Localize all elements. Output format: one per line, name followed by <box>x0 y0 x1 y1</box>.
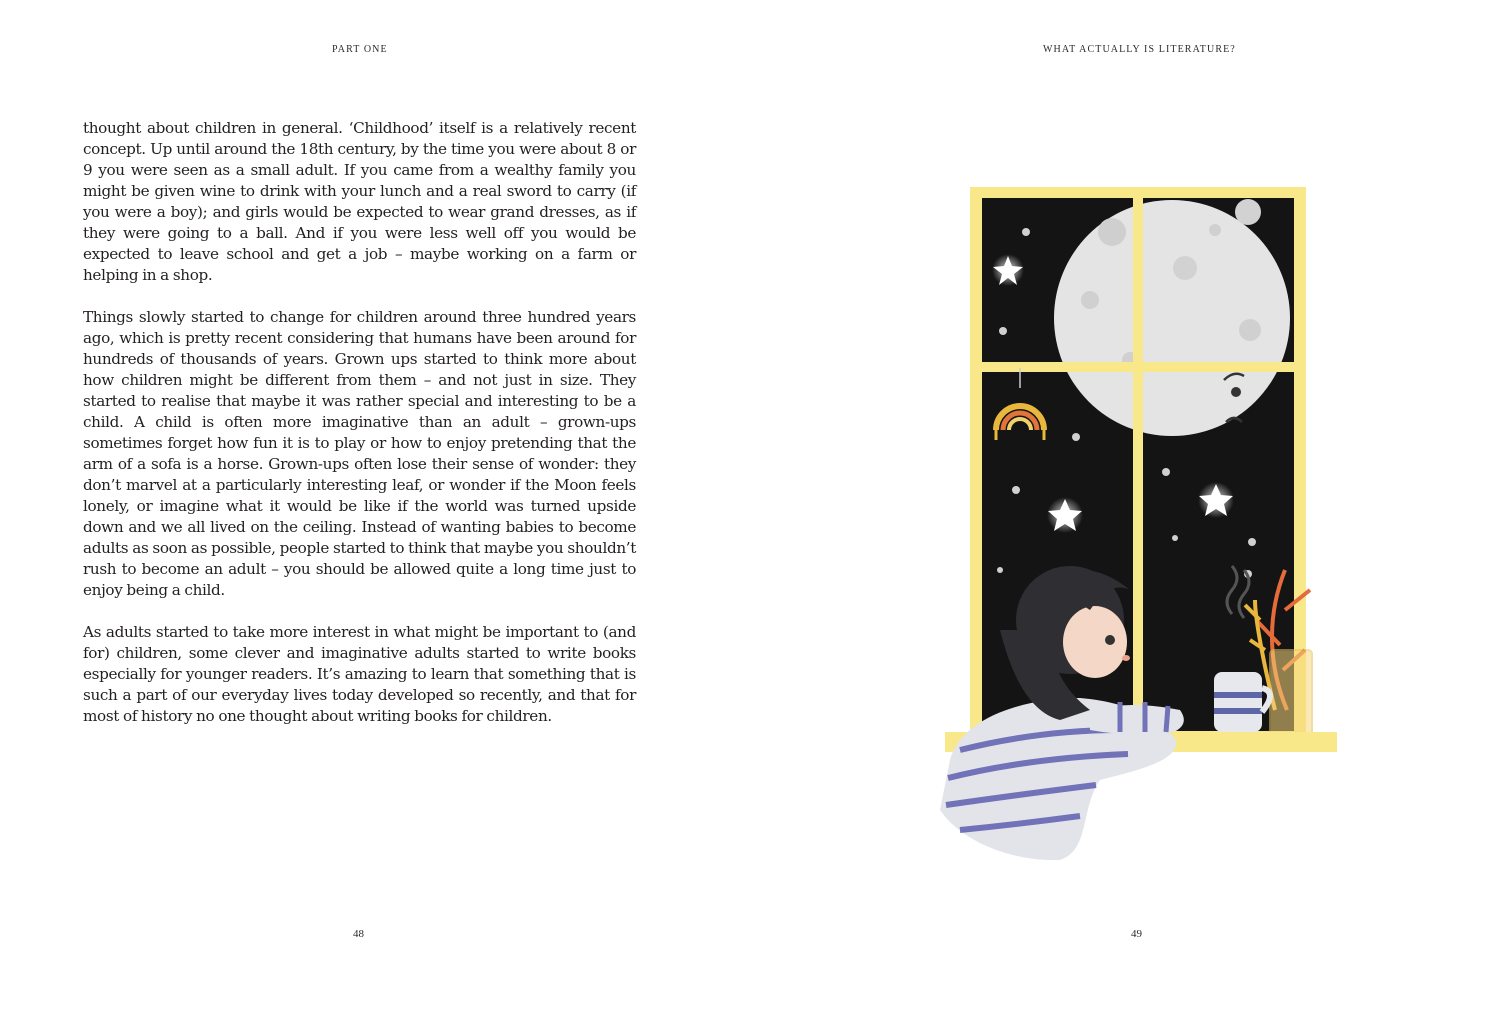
body-text <box>83 118 636 748</box>
running-head: WHAT ACTUALLY IS LITERATURE? <box>1043 44 1236 55</box>
moon <box>1054 199 1290 436</box>
paragraph: thought about children in general. ‘Childhood’ itself is a relatively recent concept. Up until around the 18th century, by the time you were about 8 or 9 you were seen as a small adult. If you came from a wealthy family you might be given wine to drink with your lunch and a real sword to carry (if you were a boy); and girls would be expected to wear grand dresses, as if they were going to a ball. And if you were less well off you would be expected to leave school and get a job – maybe working on a farm or helping in a shop. <box>83 119 636 284</box>
paragraph: As adults started to take more interest in what might be important to (and for) children, some clever and imaginative adults started to write books especially for younger readers. It’s amazing to learn that something that is such a part of our everyday lives today developed so recently, and that for most of history no one thought about writing books for children. <box>83 623 636 725</box>
window-illustration <box>940 150 1350 860</box>
right-page <box>750 0 1500 1022</box>
page-number: 48 <box>353 928 364 940</box>
page-number: 49 <box>1131 928 1142 940</box>
window-mullion <box>1133 198 1143 731</box>
paragraph: Things slowly started to change for children around three hundred years ago, which is pretty recent considering that humans have been around for hundreds of thousands of years. Grown ups started to think more about how children might be different from them – and not just in size. They started to realise that maybe it was rather special and interesting to be a child. A child is often more imaginative than an adult – grown-ups sometimes forget how fun it is to play or how to enjoy pretending that the arm of a sofa is a horse. Grown-ups often lose their sense of wonder: they don’t marvel at a particularly interesting leaf, or wonder if the Moon feels lonely, or imagine what it would be like if the world was turned upside down and we all lived on the ceiling. Instead of wanting babies to become adults as soon as possible, people started to think that maybe you shouldn’t rush to become an adult – you should be allowed quite a long time just to enjoy being a child. <box>83 308 636 599</box>
window-transom <box>982 362 1294 372</box>
running-head: PART ONE <box>332 44 388 55</box>
